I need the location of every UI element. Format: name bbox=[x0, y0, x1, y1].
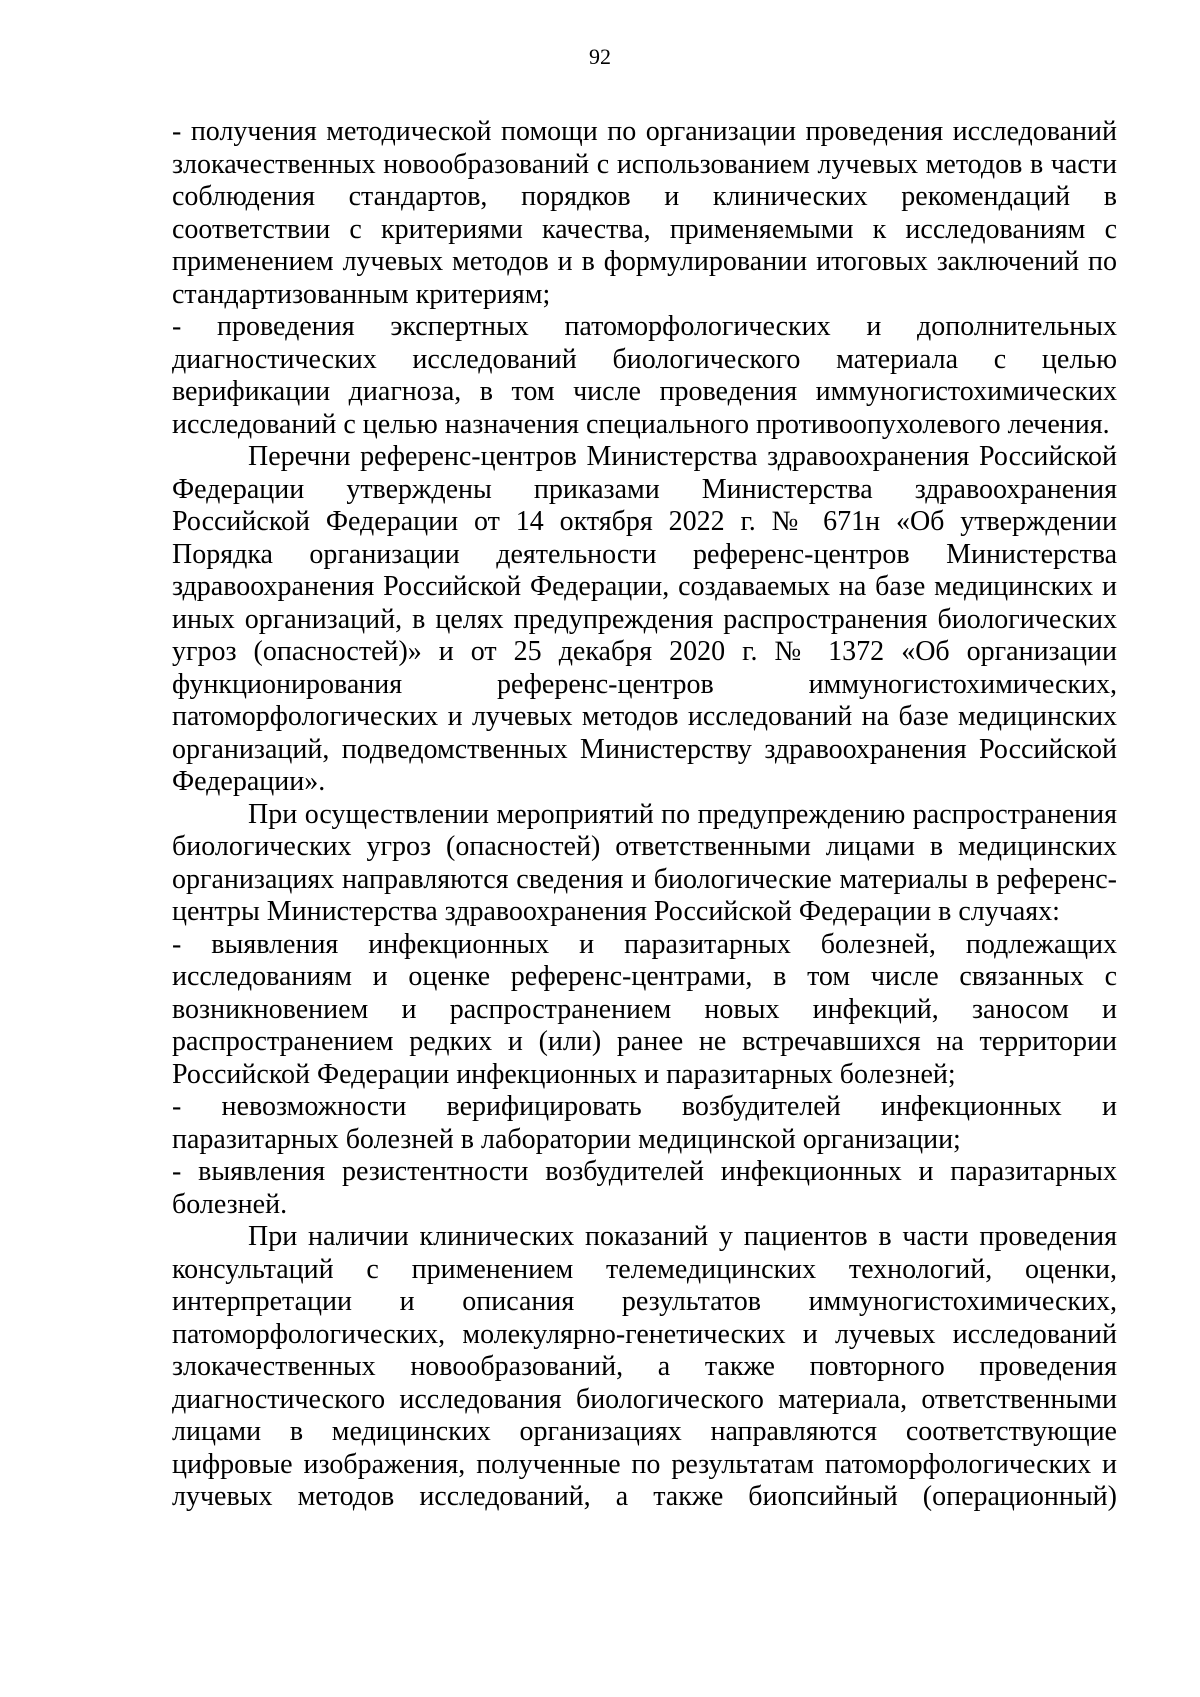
document-body bbox=[172, 116, 1117, 1514]
list-item-methodical-help: - получения методической помощи по организации проведения исследований злокачественных новообразований с использованием лучевых методов в части соблюдения стандартов, порядков и клинических рекомендаций в соответствии с критериями качества, применяемыми к исследованиям с применением лучевых методов и в формулировании итоговых заключений по стандартизованным критериям; bbox=[172, 116, 1117, 310]
list-item-expert-studies: - проведения экспертных патоморфологических и дополнительных диагностических исследований биологического материала с целью верификации диагноза, в том числе проведения иммуногистохимических исследований с целью назначения специального противоопухолевого лечения. bbox=[172, 311, 1117, 440]
list-item-resistance: - выявления резистентности возбудителей инфекционных и паразитарных болезней. bbox=[172, 1156, 1117, 1220]
list-item-impossibility: - невозможности верифицировать возбудителей инфекционных и паразитарных болезней в лаборатории медицинской организации; bbox=[172, 1091, 1117, 1155]
list-item-detection: - выявления инфекционных и паразитарных болезней, подлежащих исследованиям и оценке референс-центрами, в том числе связанных с возникновением и распространением новых инфекций, заносом и распространением редких и (или) ранее не встречавшихся на территории Российской Федерации инфекционных и паразитарных болезней; bbox=[172, 928, 1117, 1090]
page-number: 92 bbox=[589, 44, 611, 69]
paragraph-reference-centers-lists: Перечни референс-центров Министерства здравоохранения Российской Федерации утверждены приказами Министерства здравоохранения Российской Федерации от 14 октября 2022 г. № 671н «Об утверждении Порядка организации деятельности референс-центров Министерства здравоохранения Российской Федерации, создаваемых на базе медицинских и иных организаций, в целях предупреждения распространения биологических угроз (опасностей)» и от 25 декабря 2020 г. № 1372 «Об организации функционирования референс-центров иммуногистохимических, патоморфологических и лучевых методов исследований на базе медицинских организаций, подведомственных Министерству здравоохранения Российской Федерации». bbox=[172, 441, 1117, 797]
paragraph-clinical-indications: При наличии клинических показаний у пациентов в части проведения консультаций с применением телемедицинских технологий, оценки, интерпретации и описания результатов иммуногистохимических, патоморфологических, молекулярно-генетических и лучевых исследований злокачественных новообразований, а также повторного проведения диагностического исследования биологического материала, ответственными лицами в медицинских организациях направляются соответствующие цифровые изображения, полученные по результатам патоморфологических и лучевых методов исследований, а также биопсийный (операционный) bbox=[172, 1221, 1117, 1512]
paragraph-biological-threats: При осуществлении мероприятий по предупреждению распространения биологических угроз (опасностей) ответственными лицами в медицинских организациях направляются сведения и биологические материалы в референс-центры Министерства здравоохранения Российской Федерации в случаях: bbox=[172, 798, 1117, 927]
